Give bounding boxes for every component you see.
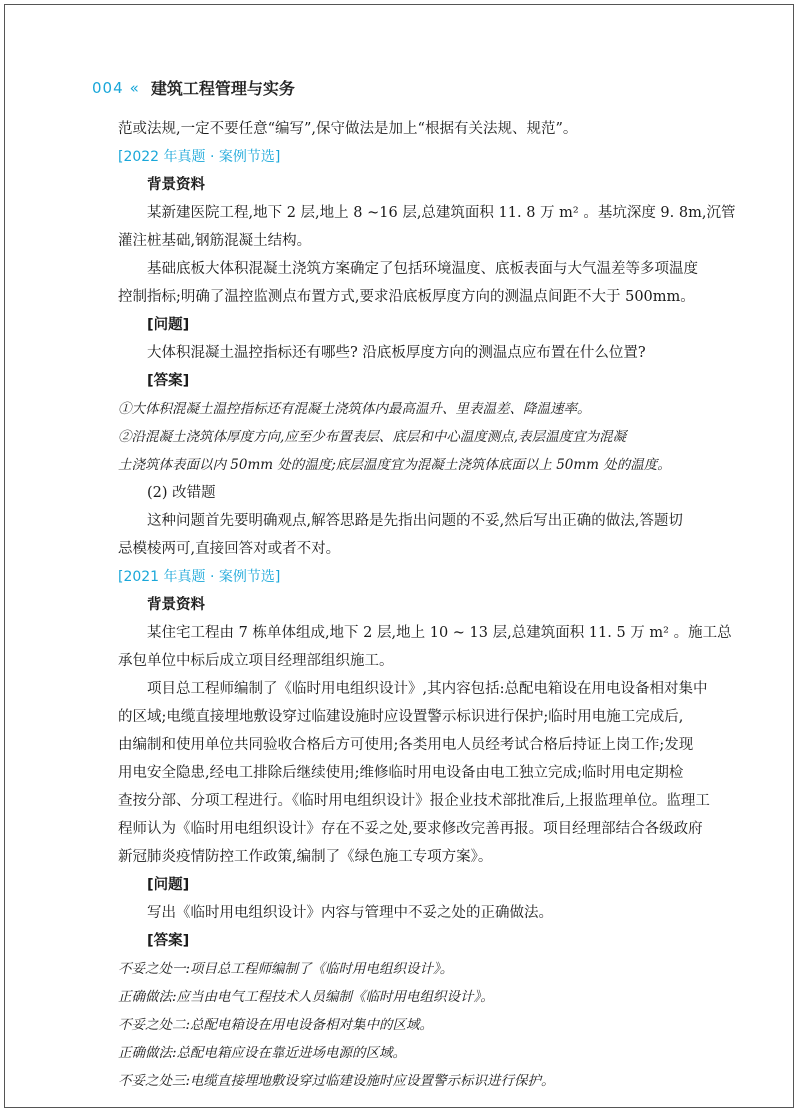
paragraph-continuation: 范或法规,一定不要任意“编写”,保守做法是加上“根据有关法规、规范”。 bbox=[118, 121, 578, 137]
paragraph-continuation: 承包单位中标后成立项目经理部组织施工。 bbox=[118, 653, 394, 669]
paragraph-line: (2) 改错题 bbox=[147, 485, 216, 501]
paragraph-continuation: 程师认为《临时用电组织设计》存在不妥之处,要求修改完善再报。项目经理部结合各级政府 bbox=[118, 821, 703, 837]
answer-line: 正确做法:应当由电气工程技术人员编制《临时用电组织设计》。 bbox=[118, 989, 494, 1005]
book-title: 建筑工程管理与实务 bbox=[150, 79, 295, 98]
paragraph-continuation: 新冠肺炎疫情防控工作政策,编制了《绿色施工专项方案》。 bbox=[118, 849, 493, 865]
section-heading: [答案] bbox=[147, 373, 190, 389]
paragraph-continuation: 灌注桩基础,钢筋混凝土结构。 bbox=[118, 233, 312, 249]
paragraph-continuation: 用电安全隐患,经电工排除后继续使用;维修临时用电设备由电工独立完成;临时用电定期检 bbox=[118, 765, 684, 781]
section-heading: [问题] bbox=[147, 877, 190, 893]
answer-continuation: 土浇筑体表面以内 50mm 处的温度;底层温度宜为混凝土浇筑体底面以上 50mm 处的温度。 bbox=[118, 457, 671, 473]
page-body bbox=[118, 115, 736, 1095]
page-number: 004 bbox=[92, 78, 124, 97]
exam-tag: [2022 年真题 · 案例节选] bbox=[118, 149, 281, 165]
paragraph-continuation: 查按分部、分项工程进行。《临时用电组织设计》报企业技术部批准后,上报监理单位。监理工 bbox=[118, 793, 710, 809]
section-heading: 背景资料 bbox=[147, 597, 205, 613]
paragraph-continuation: 的区域;电缆直接埋地敷设穿过临建设施时应设置警示标识进行保护;临时用电施工完成后, bbox=[118, 709, 684, 725]
answer-line: 正确做法:总配电箱应设在靠近进场电源的区域。 bbox=[118, 1045, 407, 1061]
paragraph-line: 某住宅工程由 7 栋单体组成,地下 2 层,地上 10 ~ 13 层,总建筑面积 11. 5 万 m² 。施工总 bbox=[147, 625, 732, 641]
page-header bbox=[92, 76, 295, 99]
exam-tag: [2021 年真题 · 案例节选] bbox=[118, 569, 281, 585]
paragraph-continuation: 由编制和使用单位共同验收合格后方可使用;各类用电人员经考试合格后持证上岗工作;发现 bbox=[118, 737, 694, 753]
section-heading: [答案] bbox=[147, 933, 190, 949]
chevron-icon: « bbox=[129, 78, 139, 97]
paragraph-line: 基础底板大体积混凝土浇筑方案确定了包括环境温度、底板表面与大气温差等多项温度 bbox=[147, 261, 698, 277]
paragraph-continuation: 控制指标;明确了温控监测点布置方式,要求沿底板厚度方向的测温点间距不大于 500mm。 bbox=[118, 289, 695, 305]
answer-line: 不妥之处一:项目总工程师编制了《临时用电组织设计》。 bbox=[118, 961, 454, 977]
paragraph-line: 写出《临时用电组织设计》内容与管理中不妥之处的正确做法。 bbox=[147, 905, 553, 921]
section-heading: 背景资料 bbox=[147, 177, 205, 193]
section-heading: [问题] bbox=[147, 317, 190, 333]
paragraph-line: 大体积混凝土温控指标还有哪些? 沿底板厚度方向的测温点应布置在什么位置? bbox=[147, 345, 646, 361]
paragraph-line: 某新建医院工程,地下 2 层,地上 8 ~16 层,总建筑面积 11. 8 万 m² 。基坑深度 9. 8m,沉管 bbox=[147, 205, 736, 221]
answer-line: 不妥之处二:总配电箱设在用电设备相对集中的区域。 bbox=[118, 1017, 434, 1033]
answer-line: ①大体积混凝土温控指标还有混凝土浇筑体内最高温升、里表温差、降温速率。 bbox=[118, 401, 591, 417]
answer-line: 不妥之处三:电缆直接埋地敷设穿过临建设施时应设置警示标识进行保护。 bbox=[118, 1073, 555, 1089]
answer-line: ②沿混凝土浇筑体厚度方向,应至少布置表层、底层和中心温度测点,表层温度宜为混凝 bbox=[118, 429, 627, 445]
paragraph-line: 项目总工程师编制了《临时用电组织设计》,其内容包括:总配电箱设在用电设备相对集中 bbox=[147, 681, 708, 697]
paragraph-continuation: 忌模棱两可,直接回答对或者不对。 bbox=[118, 541, 341, 557]
paragraph-line: 这种问题首先要明确观点,解答思路是先指出问题的不妥,然后写出正确的做法,答题切 bbox=[147, 513, 683, 529]
